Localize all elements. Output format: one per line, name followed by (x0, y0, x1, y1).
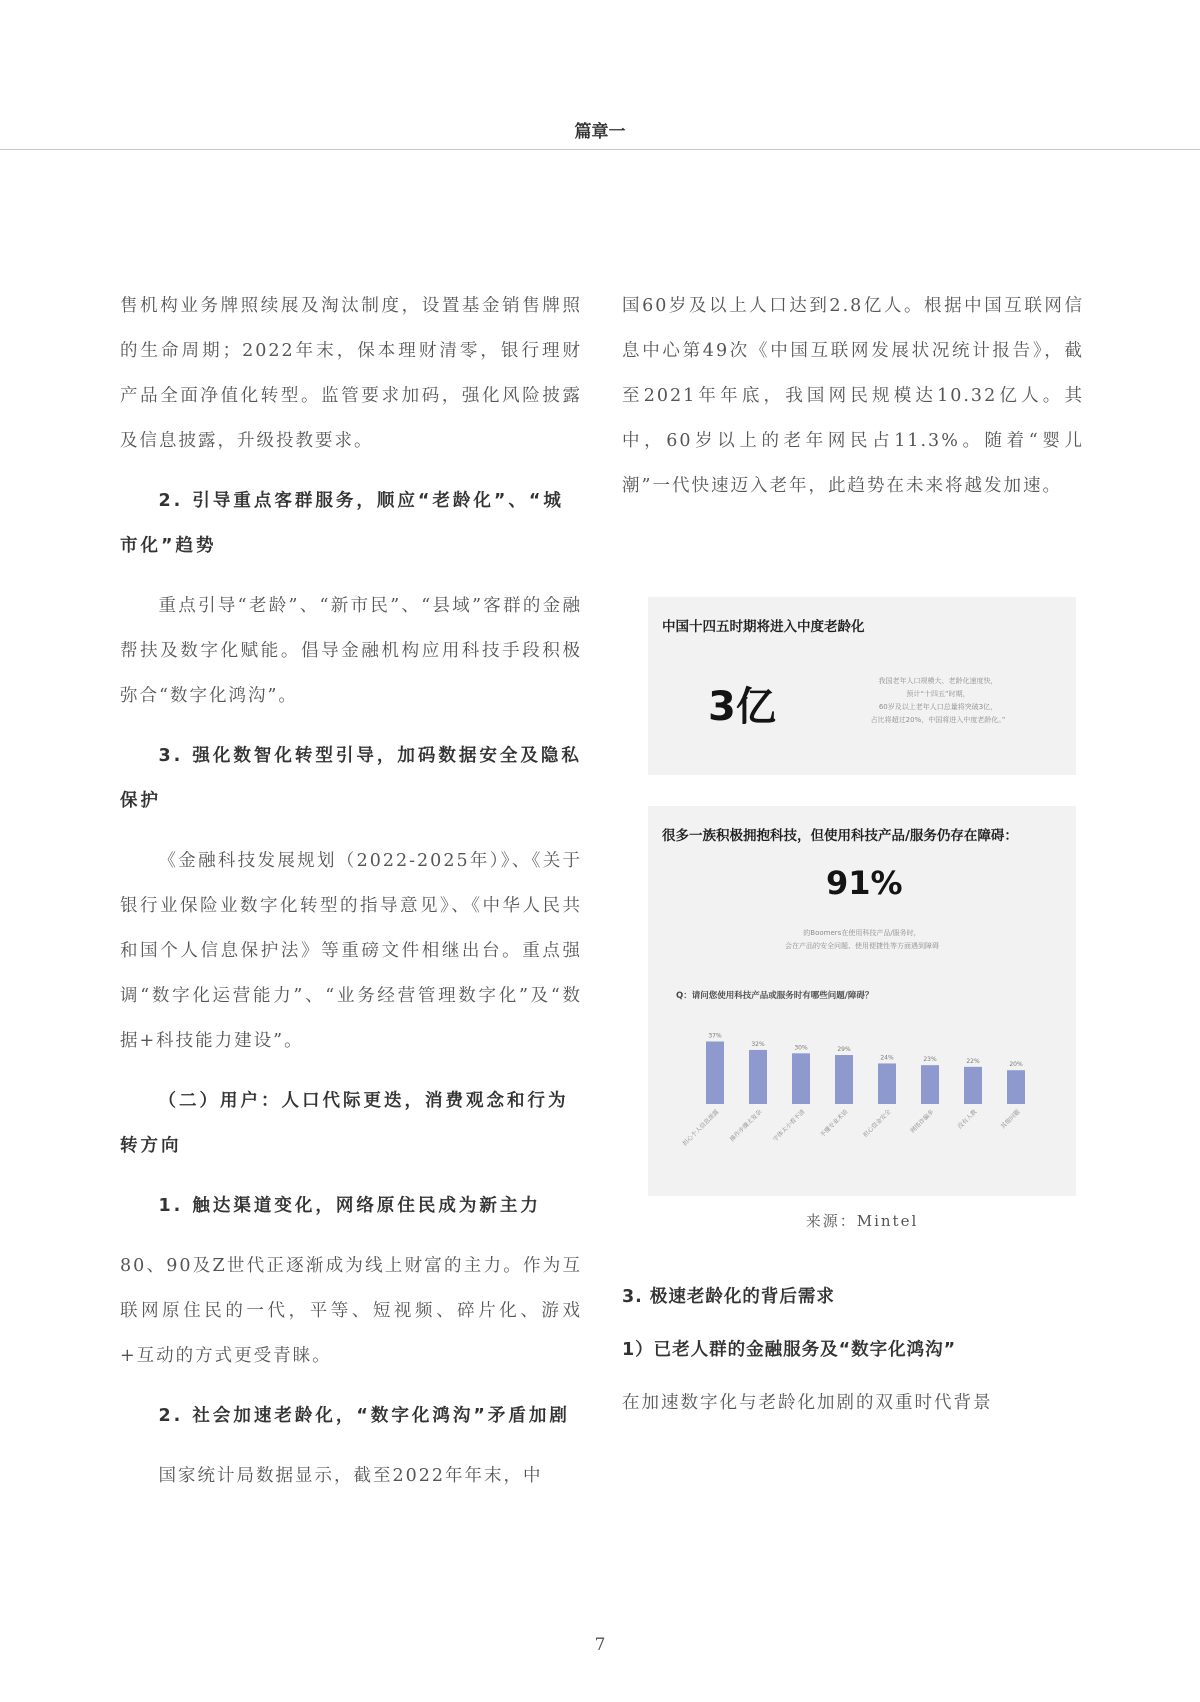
bar-7 (964, 1067, 982, 1104)
bar-2 (749, 1050, 767, 1104)
left-heading-5: 2. 社会加速老龄化，“数字化鸿沟”矛盾加剧 (158, 1406, 570, 1426)
left-heading-1: 2. 引导重点客群服务，顺应“老龄化”、“城市化”趋势 (120, 491, 564, 556)
bar-5 (878, 1063, 896, 1104)
left-heading-3: （二）用户：人口代际更迭，消费观念和行为转方向 (120, 1091, 569, 1156)
left-paragraph-4: 80、90及Z世代正逐渐成为线上财富的主力。作为互联网原住民的一代，平等、短视频、碎片化、游戏+互动的方式更受青睐。 (120, 1256, 582, 1366)
bar-category-label: 不懂专业术语 (818, 1108, 850, 1139)
left-heading-4: 1. 触达渠道变化，网络原住民成为新主力 (158, 1196, 541, 1216)
tech-note-line: 会在产品的安全问题、使用便捷性等方面遇到障碍 (785, 942, 939, 950)
aging-note-line: 占比将超过20%，中国将进入中度老龄化。” (870, 716, 1006, 724)
bar-category-label: 操作步骤太复杂 (728, 1108, 764, 1144)
bar-8 (1007, 1070, 1025, 1104)
left-paragraph-2: 重点引导“老龄”、“新市民”、“县域”客群的金融帮扶及数字化赋能。倡导金融机构应用科技手段积极弥合“数字化鸿沟”。 (120, 596, 582, 706)
bar-category-label: 担心资金安全 (861, 1108, 893, 1139)
aging-card-note (838, 675, 1038, 727)
bar-category-label: 担心个人信息泄露 (681, 1108, 721, 1148)
bar-category-label: 没有人教 (956, 1108, 979, 1131)
bar-category-label: 字体太小看不清 (771, 1108, 807, 1144)
right-paragraph-2: 在加速数字化与老龄化加剧的双重时代背景 (622, 1393, 993, 1413)
bar-category-label: 其他问题 (999, 1108, 1022, 1131)
header-divider (0, 149, 1200, 150)
tech-barrier-card (648, 806, 1076, 1196)
right-column-lower (622, 1275, 1084, 1441)
bar-value-label: 22% (966, 1057, 980, 1065)
aging-note-line: 我国老年人口规模大、老龄化速度快， (878, 677, 998, 685)
aging-note-line: 预计“十四五”时期， (906, 690, 970, 698)
aging-big-number: 3亿 (708, 684, 776, 730)
header-title: 篇章一 (574, 122, 626, 142)
bar-value-label: 23% (923, 1056, 937, 1064)
left-paragraph-5: 国家统计局数据显示，截至2022年年末，中 (158, 1466, 543, 1486)
right-heading-2: 1）已老人群的金融服务及“数字化鸿沟” (622, 1340, 957, 1360)
bar-4 (835, 1055, 853, 1104)
tech-card-note (748, 927, 976, 953)
bar-value-label: 24% (880, 1054, 894, 1062)
aging-stat-card (648, 597, 1076, 775)
barrier-bar-chart (648, 1006, 1076, 1196)
aging-card-title: 中国十四五时期将进入中度老龄化 (662, 619, 865, 635)
bar-6 (921, 1065, 939, 1104)
left-column (120, 284, 582, 1514)
aging-note-line: 60岁及以上老年人口总量将突破3亿， (878, 703, 998, 711)
bar-value-label: 37% (708, 1032, 722, 1040)
left-paragraph-3: 《金融科技发展规划（2022-2025年）》、《关于银行业保险业数字化转型的指导意见》、《中华人民共和国个人信息保护法》等重磅文件相继出台。重点强调“数字化运营能力”、“业务经营管理数字化”及“数据+科技能力建设”。 (120, 851, 582, 1051)
bar-value-label: 29% (837, 1046, 851, 1054)
page-number: 7 (594, 1635, 606, 1655)
bar-category-label: 网络诈骗多 (909, 1108, 936, 1135)
chart-question: Q：请问您使用科技产品或服务时有哪些问题/障碍？ (676, 991, 874, 1001)
left-paragraph-1: 售机构业务牌照续展及淘汰制度，设置基金销售牌照的生命周期；2022年末，保本理财清零，银行理财产品全面净值化转型。监管要求加码，强化风险披露及信息披露，升级投教要求。 (120, 296, 582, 451)
bar-value-label: 20% (1009, 1061, 1023, 1069)
left-heading-2: 3. 强化数智化转型引导，加码数据安全及隐私保护 (120, 746, 582, 811)
tech-big-number: 91% (826, 864, 903, 902)
bar-1 (706, 1042, 724, 1104)
right-heading-1: 3. 极速老龄化的背后需求 (622, 1287, 835, 1307)
right-paragraph-1: 国60岁及以上人口达到2.8亿人。根据中国互联网信息中心第49次《中国互联网发展状况统计报告》，截至2021年年底，我国网民规模达10.32亿人。其中，60岁以上的老年网民占11.3%。随着“婴儿潮”一代快速迈入老年，此趋势在未来将越发加速。 (622, 296, 1084, 496)
bar-value-label: 30% (794, 1044, 808, 1052)
tech-note-line: 的Boomers在使用科技产品/服务时， (803, 929, 921, 937)
tech-card-title: 很多一族积极拥抱科技，但使用科技产品/服务仍存在障碍： (662, 828, 1018, 844)
bar-value-label: 32% (751, 1040, 765, 1048)
bar-3 (792, 1053, 810, 1104)
source-caption: 来源：Mintel (805, 1212, 919, 1230)
right-column (622, 284, 1084, 524)
